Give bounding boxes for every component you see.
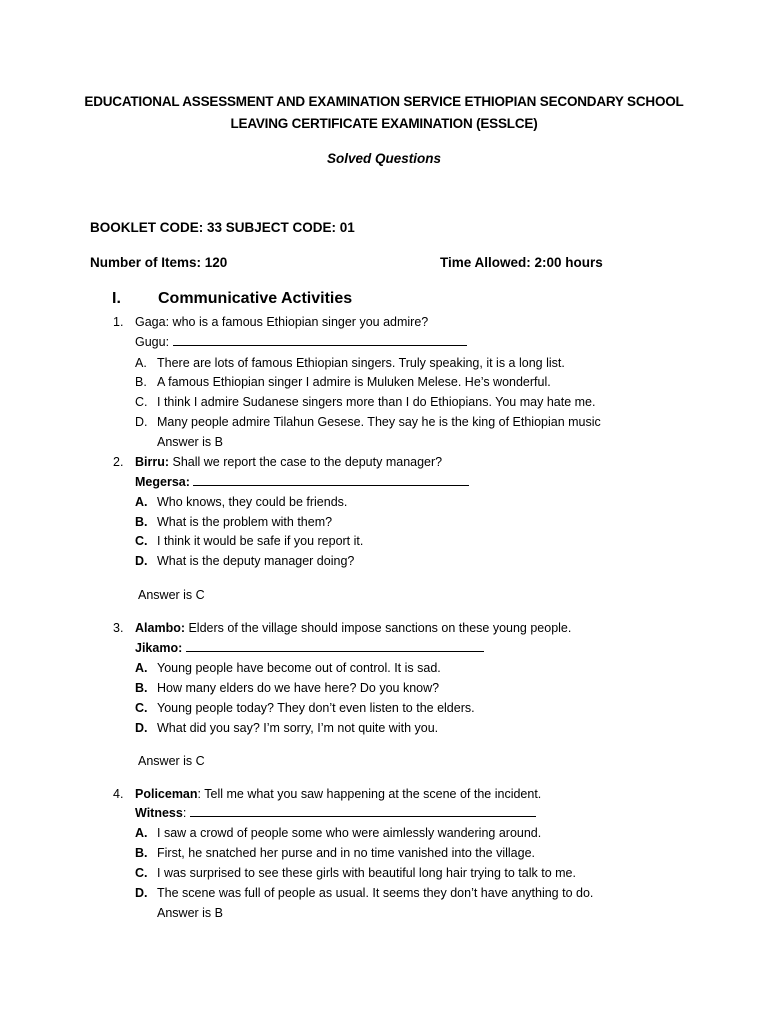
option-text: Young people have become out of control. It is sad.	[157, 661, 441, 675]
response-line	[135, 805, 536, 821]
answer-blank	[193, 474, 469, 486]
answer-text: Answer is B	[157, 435, 223, 449]
speaker-1: Alambo:	[135, 621, 185, 635]
option-text: I think I admire Sudanese singers more than I do Ethiopians. You may hate me.	[157, 395, 596, 409]
option-letter: A.	[135, 356, 147, 370]
speaker-1: Policeman	[135, 787, 198, 801]
response-line	[135, 640, 484, 656]
option-text: Who knows, they could be friends.	[157, 495, 348, 509]
option-text: I was surprised to see these girls with beautiful long hair trying to talk to me.	[157, 866, 576, 880]
number-of-items: Number of Items: 120	[90, 255, 228, 270]
option-text: Many people admire Tilahun Gesese. They say he is the king of Ethiopian music	[157, 415, 601, 429]
option-letter: C.	[135, 534, 148, 548]
prompt-text: Elders of the village should impose sanctions on these young people.	[185, 621, 572, 635]
option-letter: D.	[135, 886, 148, 900]
option-letter: B.	[135, 846, 148, 860]
response-line	[135, 334, 467, 350]
speaker-1: Birru:	[135, 455, 170, 469]
speaker-2: Jikamo:	[135, 641, 183, 655]
option-letter: D.	[135, 554, 148, 568]
option-letter: B.	[135, 681, 148, 695]
prompt-text: : Tell me what you saw happening at the scene of the incident.	[197, 787, 542, 801]
question-number: 2.	[113, 455, 124, 469]
question-number: 4.	[113, 787, 124, 801]
option-letter: C.	[135, 395, 148, 409]
option-letter: A.	[135, 826, 148, 840]
question-number: 3.	[113, 621, 124, 635]
option-letter: B.	[135, 515, 148, 529]
option-text: I saw a crowd of people some who were aimlessly wandering around.	[157, 826, 542, 840]
option-letter: C.	[135, 701, 148, 715]
option-text: What did you say? I’m sorry, I’m not quite with you.	[157, 721, 439, 735]
speaker-1: Gaga:	[135, 315, 170, 329]
header-line-1: EDUCATIONAL ASSESSMENT AND EXAMINATION SERVICE ETHIOPIAN SECONDARY SCHOOL	[84, 94, 684, 109]
answer-text: Answer is C	[138, 754, 205, 768]
option-letter: A.	[135, 495, 148, 509]
answer-blank	[173, 334, 467, 346]
response-line	[135, 474, 469, 490]
answer-blank	[186, 640, 484, 652]
question-number: 1.	[113, 315, 124, 329]
answer-blank	[190, 805, 536, 817]
question-prompt	[135, 786, 541, 802]
option-text: There are lots of famous Ethiopian singers. Truly speaking, it is a long list.	[157, 356, 565, 370]
answer-text: Answer is C	[138, 588, 205, 602]
option-text: A famous Ethiopian singer I admire is Muluken Melese. He’s wonderful.	[157, 375, 551, 389]
time-allowed: Time Allowed: 2:00 hours	[440, 255, 603, 270]
question-prompt	[135, 620, 571, 636]
answer-text: Answer is B	[157, 906, 223, 920]
section-number: I.	[112, 290, 121, 307]
option-text: What is the problem with them?	[157, 515, 333, 529]
option-text: I think it would be safe if you report it.	[157, 534, 364, 548]
option-text: The scene was full of people as usual. It seems they don’t have anything to do.	[157, 886, 594, 900]
speaker-2-suffix: :	[182, 806, 187, 820]
header-line-2: LEAVING CERTIFICATE EXAMINATION (ESSLCE)	[230, 116, 538, 131]
option-letter: D.	[135, 415, 148, 429]
option-letter: B.	[135, 375, 147, 389]
speaker-2: Witness	[135, 806, 183, 820]
question-prompt	[135, 314, 428, 330]
document-subtitle: Solved Questions	[326, 151, 442, 166]
option-text: What is the deputy manager doing?	[157, 554, 355, 568]
option-text: Young people today? They don’t even listen to the elders.	[157, 701, 475, 715]
speaker-2: Megersa:	[135, 475, 190, 489]
option-letter: D.	[135, 721, 148, 735]
section-title: Communicative Activities	[158, 290, 353, 307]
booklet-subject-code: BOOKLET CODE: 33 SUBJECT CODE: 01	[90, 220, 355, 235]
question-prompt	[135, 454, 442, 470]
prompt-text: Shall we report the case to the deputy manager?	[169, 455, 443, 469]
speaker-2: Gugu:	[135, 335, 170, 349]
option-letter: A.	[135, 661, 148, 675]
option-letter: C.	[135, 866, 148, 880]
option-text: First, he snatched her purse and in no time vanished into the village.	[157, 846, 535, 860]
option-text: How many elders do we have here? Do you know?	[157, 681, 440, 695]
prompt-text: who is a famous Ethiopian singer you admire?	[169, 315, 429, 329]
